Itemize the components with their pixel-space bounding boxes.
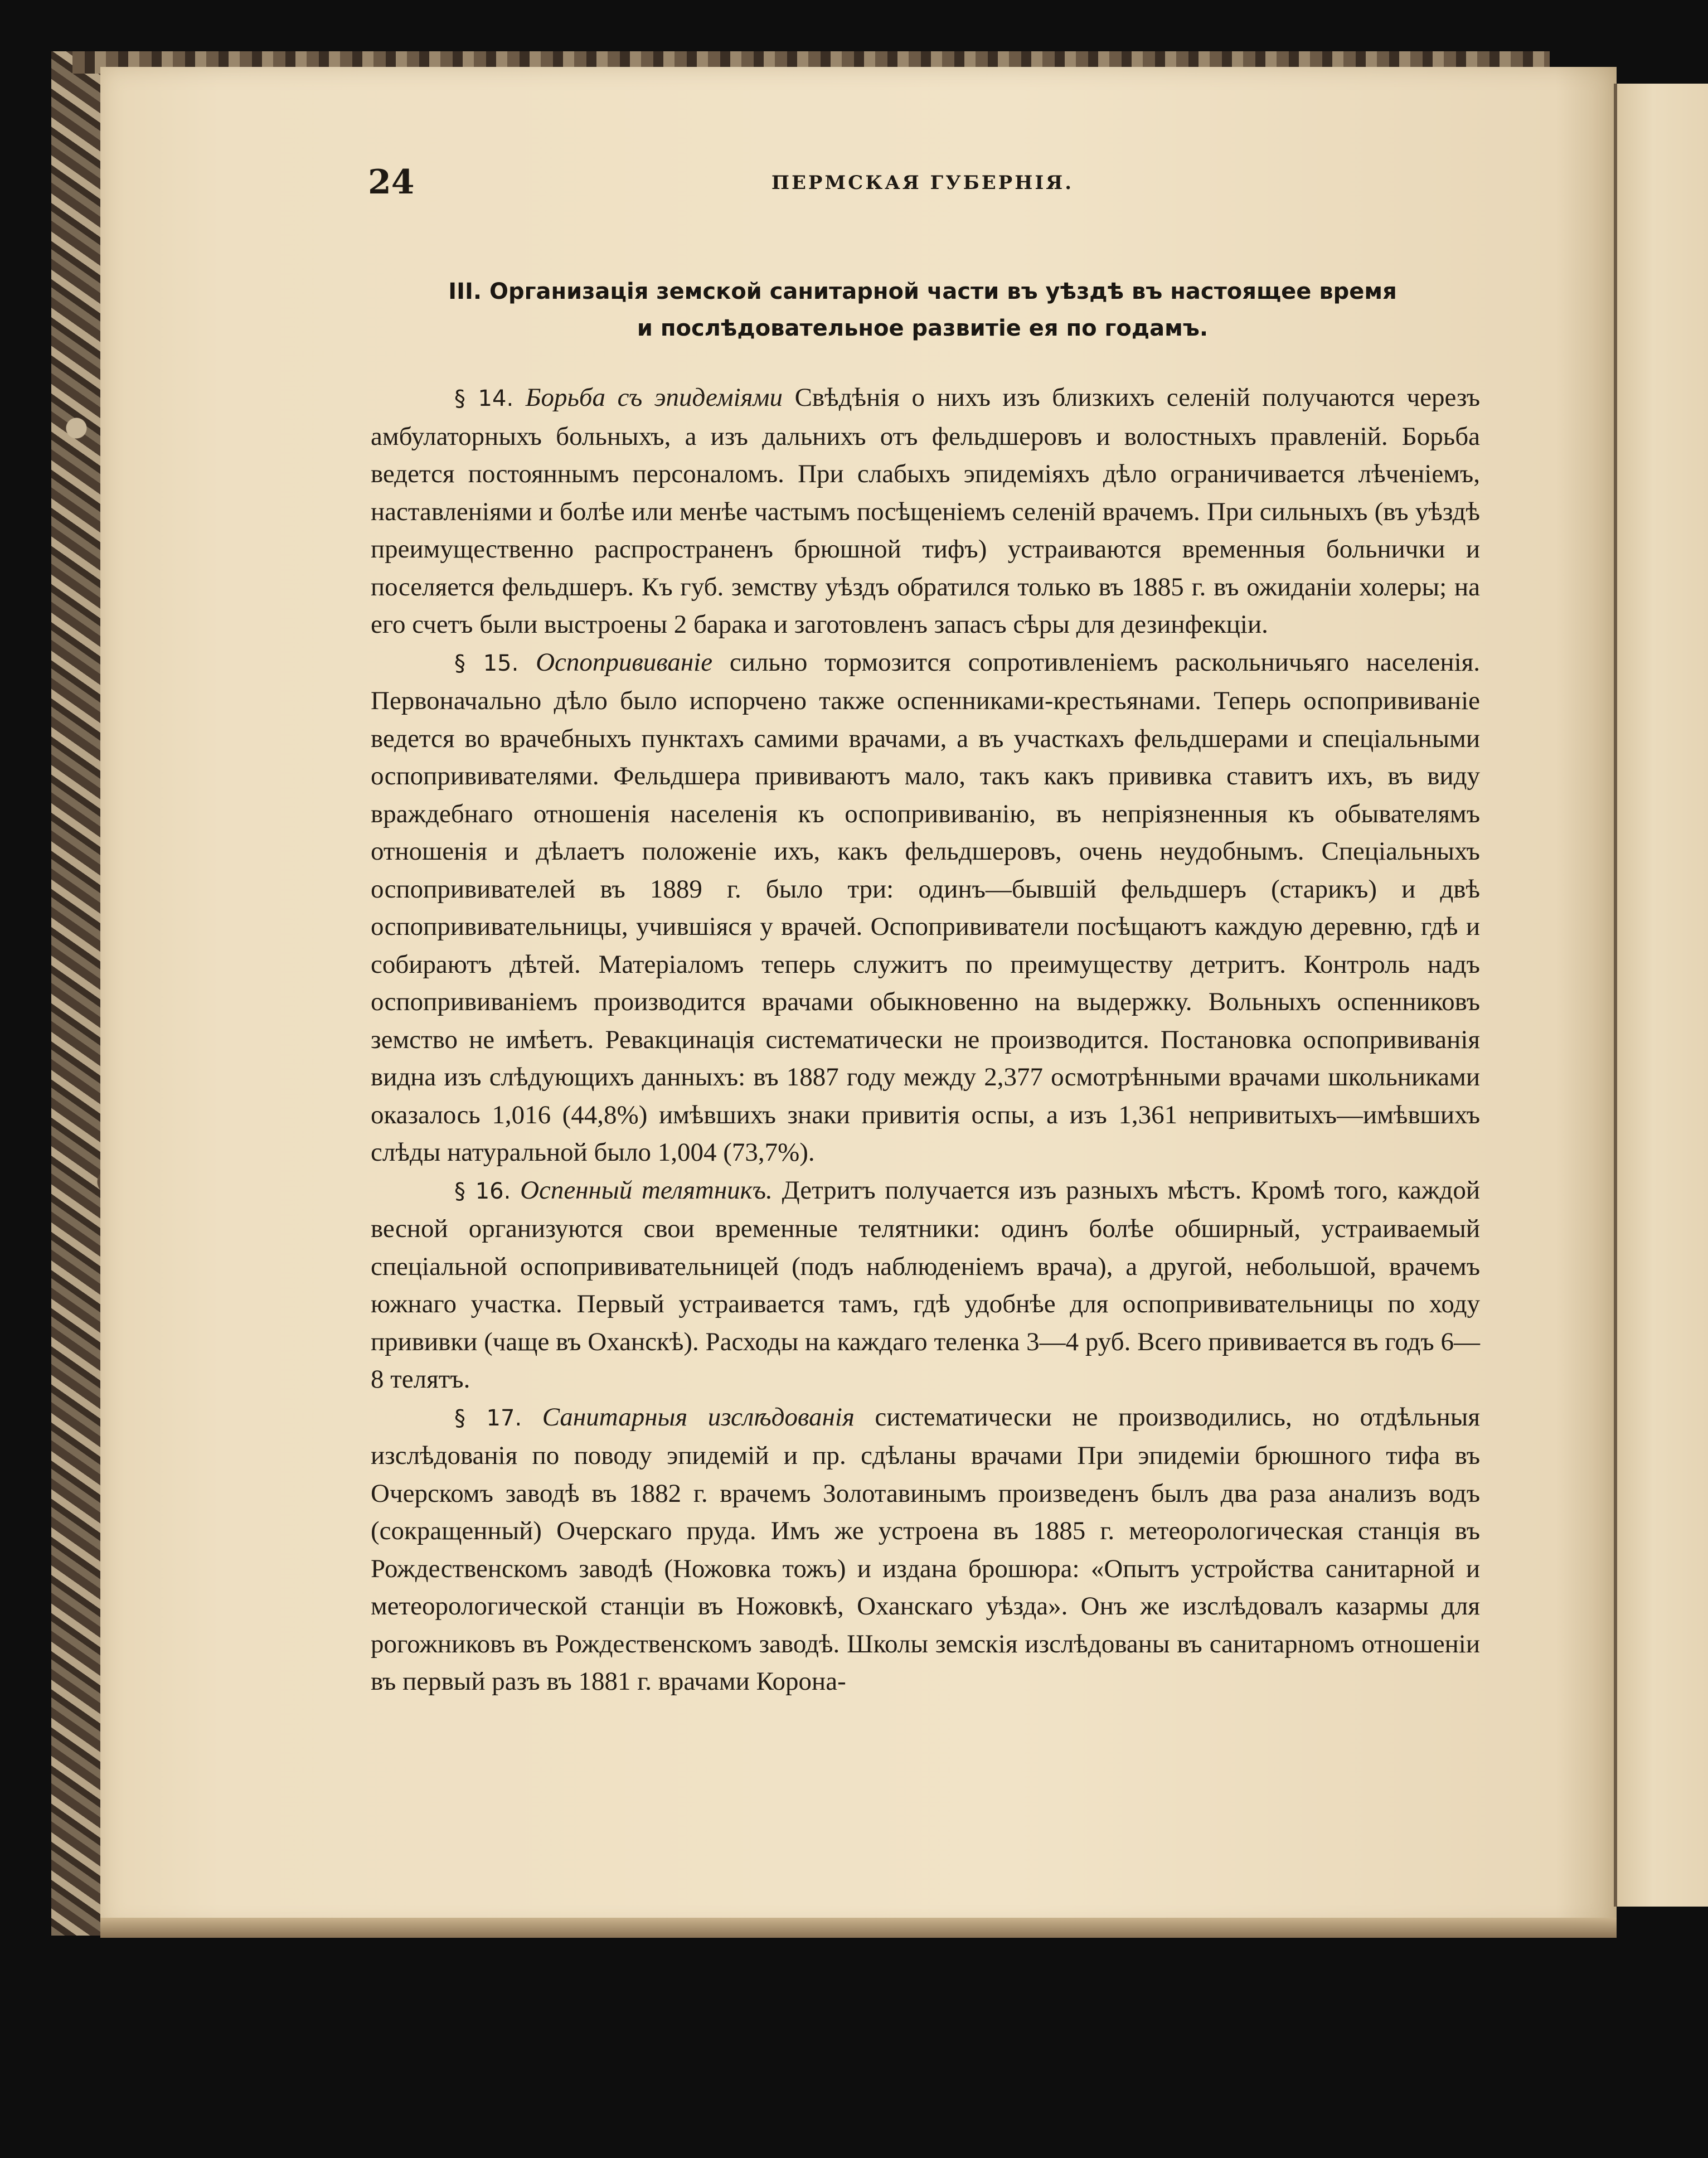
- paragraph-text: Детритъ получается изъ разныхъ мѣстъ. Кромѣ того, каждой весной организуются свои временные телятники: одинъ болѣе обширный, устраиваемый спеціальной оспопрививательницей (подъ наблюденіемъ врача), а другой, небольшой, врачемъ южнаго участка. Первый устраивается тамъ, гдѣ удобнѣе для оспопрививательницы по ходу прививки (чаще въ Оханскѣ). Расходы на каждаго теленка 3—4 руб. Всего прививается въ годъ 6—8 телятъ.: [371, 1175, 1480, 1394]
- section-title-line-2: и послѣдовательное развитіе ея по годамъ.: [637, 316, 1209, 341]
- page-header: [368, 163, 1477, 207]
- page-bottom-edge: [100, 1918, 1617, 1938]
- running-title: ПЕРМСКАЯ ГУБЕРНІЯ.: [771, 172, 1074, 194]
- facing-page-edge: [1617, 84, 1708, 1907]
- paragraph-sign: § 16.: [454, 1178, 511, 1204]
- paragraph-heading: Оспопрививаніе: [536, 647, 713, 677]
- paragraph-heading: Оспенный телятникъ.: [520, 1175, 773, 1205]
- paragraph-15: [371, 644, 1480, 1172]
- page-number: 24: [368, 163, 415, 202]
- paragraph-14: [371, 379, 1480, 644]
- paragraph-sign: § 15.: [454, 650, 519, 676]
- section-title-line-1: III. Организація земской санитарной части въ уѣздѣ въ настоящее время: [448, 279, 1397, 304]
- gutter-line: [1614, 84, 1617, 1907]
- paragraph-17: [371, 1399, 1480, 1701]
- paragraph-heading: Санитарныя изслѣдованія: [542, 1402, 855, 1432]
- paragraph-text: систематически не производились, но отдѣльныя изслѣдованія по поводу эпидемій и пр. сдѣланы врачами При эпидеміи брюшного тифа въ Очерскомъ заводѣ въ 1882 г. врачемъ Золотавинымъ произведенъ былъ два раза анализъ водъ (сокращенный) Очерскаго пруда. Имъ же устроена въ 1885 г. метеорологическая станція въ Рождественскомъ заводѣ (Ножовка тожъ) и издана брошюра: «Опытъ устройства санитарной и метеорологической станціи въ Ножовкѣ, Оханскаго уѣзда». Онъ же изслѣдовалъ казармы для рогожниковъ въ Рождественскомъ заводѣ. Школы земскія изслѣдованы въ санитарномъ отношеніи въ первый разъ въ 1881 г. врачами Корона-: [371, 1402, 1480, 1696]
- body-text: [371, 379, 1480, 1701]
- paragraph-heading: Борьба съ эпидеміями: [525, 383, 783, 412]
- section-title: [368, 273, 1477, 347]
- paragraph-text: Свѣдѣнія о нихъ изъ близкихъ селеній получаются черезъ амбулаторныхъ больныхъ, а изъ дальнихъ отъ фельдшеровъ и волостныхъ правленій. Борьба ведется постояннымъ персоналомъ. При слабыхъ эпидеміяхъ дѣло ограничивается лѣченіемъ, наставленіями и болѣе или менѣе частымъ посѣщеніемъ селеній врачемъ. При сильныхъ (въ уѣздѣ преимущественно распространенъ брюшной тифъ) устраиваются временныя больнички и поселяется фельдшеръ. Къ губ. земству уѣздъ обратился только въ 1885 г. въ ожиданіи холеры; на его счетъ были выстроены 2 барака и заготовленъ запасъ сѣры для дезинфекціи.: [371, 383, 1480, 639]
- paragraph-16: [371, 1172, 1480, 1399]
- paragraph-text: сильно тормозится сопротивленіемъ раскольничьяго населенія. Первоначально дѣло было испорчено также оспенниками-крестьянами. Теперь оспопрививаніе ведется во врачебныхъ пунктахъ самими врачами, а въ участкахъ фельдшерами и спеціальными оспопрививателями. Фельдшера прививаютъ мало, такъ какъ прививка ставитъ ихъ, въ виду враждебнаго отношенія населенія къ оспопрививанію, въ непріязненныя къ обывателямъ отношенія и дѣлаетъ положеніе ихъ, какъ фельдшеровъ, очень неудобнымъ. Спеціальныхъ оспопрививателей въ 1889 г. было три: одинъ—бывшій фельдшеръ (старикъ) и двѣ оспопрививательницы, учившіяся у врачей. Оспопрививатели посѣщаютъ каждую деревню, гдѣ и собираютъ дѣтей. Матеріаломъ теперь служитъ по преимуществу детритъ. Контроль надъ оспопрививаніемъ производится врачами обыкновенно на выдержку. Вольныхъ оспенниковъ земство не имѣетъ. Ревакцинація систематически не производится. Постановка оспопрививанія видна изъ слѣдующихъ данныхъ: въ 1887 году между 2,377 осмотрѣнными врачами школьниками оказалось 1,016 (44,8%) имѣвшихъ знаки привитія оспы, а изъ 1,361 непривитыхъ—имѣвшихъ слѣды натуральной было 1,004 (73,7%).: [371, 647, 1480, 1167]
- paragraph-sign: § 17.: [454, 1405, 522, 1431]
- paragraph-sign: § 14.: [454, 386, 514, 411]
